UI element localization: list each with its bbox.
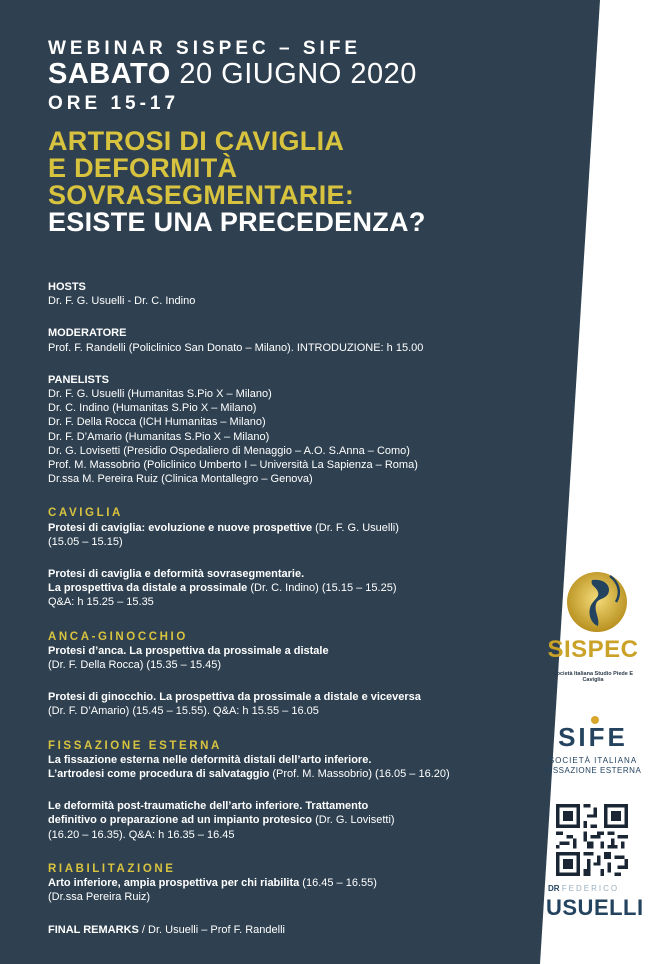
sispec-logo-icon	[552, 568, 642, 638]
panelist-item: Dr. F. D’Amario (Humanitas S.Pio X – Milano)	[48, 430, 270, 443]
qr-code-icon[interactable]	[556, 804, 628, 876]
section-anca: ANCA-GINOCCHIO	[48, 630, 188, 643]
spacer	[48, 308, 518, 326]
final-label: FINAL REMARKS	[48, 923, 139, 936]
section-fissazione: FISSAZIONE ESTERNA	[48, 739, 222, 752]
date-heading	[48, 58, 417, 91]
panelist-item: Dr. G. Lovisetti (Presidio Ospedaliero di Menaggio – A.O. S.Anna – Como)	[48, 444, 410, 457]
talk-title: Protesi di caviglia e deformità sovrasegmentarie.	[48, 568, 305, 581]
sife-wordmark: SIFE	[558, 722, 628, 752]
panelist-item: Dr. F. Della Rocca (ICH Humanitas – Milano)	[48, 416, 266, 429]
date-rest: 20 GIUGNO 2020	[170, 58, 417, 90]
talk-speaker: (Dr. G. Lovisetti)	[312, 814, 395, 827]
spacer	[48, 610, 518, 628]
usuelli-logo-top	[548, 884, 640, 893]
talk-item	[48, 767, 518, 781]
page-title	[48, 128, 426, 236]
panelist-item: Dr. F. G. Usuelli (Humanitas S.Pio X – Milano)	[48, 388, 272, 401]
usuelli-dr: DR	[548, 884, 560, 893]
spacer	[48, 486, 518, 504]
talk-item	[48, 581, 518, 595]
spacer	[48, 781, 518, 799]
panelist-item: Dr.ssa M. Pereira Ruiz (Clinica Montallegro – Genova)	[48, 473, 313, 486]
final-remarks	[48, 923, 518, 937]
talk-qa: Q&A: h 15.25 – 15.35	[48, 596, 154, 609]
talk-speaker: (Dr. C. Indino) (15.15 – 15.25)	[247, 582, 397, 595]
talk-title: L’artrodesi come procedura di salvataggio	[48, 768, 270, 781]
panelists-label: PANELISTS	[48, 373, 109, 386]
sife-subtitle-1: SOCIETÀ ITALIANA	[548, 756, 638, 765]
talk-item	[48, 876, 518, 890]
spacer	[48, 905, 518, 923]
talk-item	[48, 753, 518, 767]
talk-time: (Dr. F. D’Amario) (15.45 – 15.55). Q&A: h 15.55 – 16.05	[48, 705, 319, 718]
talk-title: definitivo o preparazione ad un impianto protesico	[48, 814, 313, 827]
section-riabilitazione: RIABILITAZIONE	[48, 862, 176, 875]
hosts-label: HOSTS	[48, 281, 86, 293]
moderatore-text: Prof. F. Randelli (Policlinico San Donato – Milano). INTRODUZIONE: h 15.00	[48, 341, 424, 354]
title-line-4: ESISTE UNA PRECEDENZA?	[48, 207, 426, 237]
title-line-2: E DEFORMITÀ	[48, 153, 238, 183]
talk-item	[48, 567, 518, 581]
spacer	[48, 719, 518, 737]
webinar-heading: WEBINAR SISPEC – SIFE	[48, 38, 362, 59]
usuelli-last-name: USUELLI	[546, 895, 644, 920]
hosts-names: Dr. F. G. Usuelli - Dr. C. Indino	[48, 295, 196, 308]
talk-title: Protesi di ginocchio. La prospettiva da prossimale a distale e viceversa	[48, 691, 421, 704]
sife-subtitle-2: FISSAZIONE ESTERNA	[544, 766, 642, 775]
section-caviglia: CAVIGLIA	[48, 507, 123, 520]
spacer	[48, 355, 518, 373]
final-speakers: / Dr. Usuelli – Prof F. Randelli	[138, 923, 285, 936]
talk-title: La fissazione esterna nelle deformità distali dell’arto inferiore.	[48, 753, 372, 766]
usuelli-first-name: FEDERICO	[561, 884, 620, 893]
date-day: SABATO	[48, 58, 171, 90]
talk-item	[48, 521, 518, 535]
panelist-item: Prof. M. Massobrio (Policlinico Umberto I – Università La Sapienza – Roma)	[48, 459, 418, 472]
talk-time: (16.20 – 16.35). Q&A: h 16.35 – 16.45	[48, 828, 235, 841]
talk-title: Protesi d’anca. La prospettiva da prossimale a distale	[48, 644, 329, 657]
spacer	[48, 672, 518, 690]
talk-item	[48, 644, 518, 658]
talk-time: (Dr. F. Della Rocca) (15.35 – 15.45)	[48, 659, 222, 672]
title-line-1: ARTROSI DI CAVIGLIA	[48, 126, 345, 156]
talk-speaker: (Prof. M. Massobrio) (16.05 – 16.20)	[269, 768, 450, 781]
moderatore-label: MODERATORE	[48, 327, 127, 340]
spacer	[48, 549, 518, 567]
talk-speaker: (Dr. F. G. Usuelli)	[312, 521, 399, 534]
talk-time: (15.05 – 15.15)	[48, 535, 123, 548]
talk-item	[48, 690, 518, 704]
talk-item	[48, 799, 518, 813]
talk-title: La prospettiva da distale a prossimale	[48, 582, 248, 595]
sispec-subtitle: Società Italiana Studio Piede E Caviglia	[552, 671, 634, 683]
panelist-item: Dr. C. Indino (Humanitas S.Pio X – Milano)	[48, 402, 257, 415]
talk-time: (16.45 – 16.55)	[299, 877, 377, 890]
sispec-wordmark: SISPEC	[547, 636, 639, 663]
talk-title: Arto inferiore, ampia prospettiva per chi riabilita	[48, 877, 300, 890]
time-heading: ORE 15-17	[48, 93, 180, 114]
title-line-3: SOVRASEGMENTARIE:	[48, 180, 355, 210]
talk-title: Protesi di caviglia: evoluzione e nuove prospettive	[48, 521, 313, 534]
spacer	[48, 842, 518, 860]
program-body	[48, 280, 518, 937]
talk-title: Le deformità post-traumatiche dell’arto inferiore. Trattamento	[48, 800, 369, 813]
talk-item	[48, 813, 518, 827]
talk-speaker: (Dr.ssa Pereira Ruiz)	[48, 891, 151, 904]
